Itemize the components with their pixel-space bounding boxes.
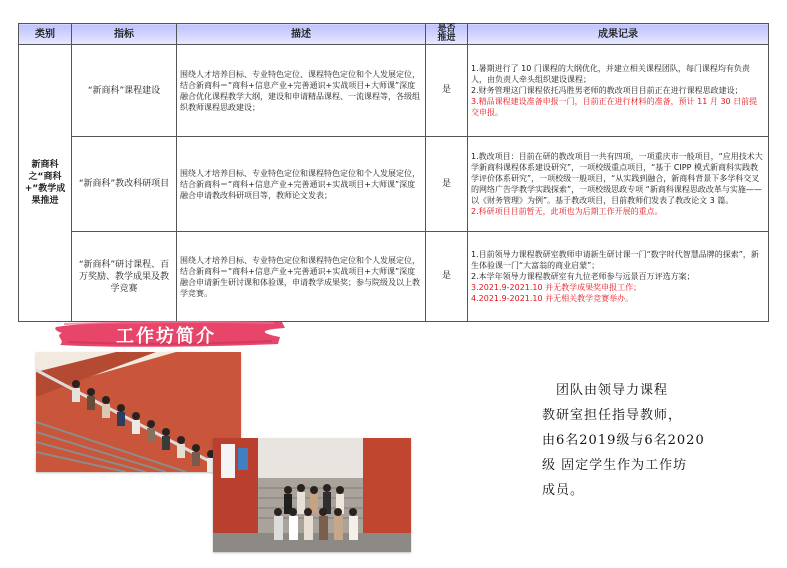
description-cell: 围绕人才培养目标、专业特色定位、课程特色定位和个人发展定位，结合新商科＝“商科+信息产业+完善通识+实战项目+大师课”深度融合优化课程教学大纲，建设和申请精品课程、一流课程等，各级组织教师课程思政建设；: [177, 45, 426, 137]
description-cell: 围绕人才培养目标、专业特色定位和课程特色定位和个人发展定位，结合新商科＝“商科+信息产业+完善通识+实战项目+大师课”深度融合申请教改科研项目等，教师论文发表；: [177, 137, 426, 232]
header-yes-no: [426, 24, 468, 45]
indicator-cell: “新商科”教改科研项目: [72, 137, 177, 232]
banner-title: 工作坊简介: [116, 326, 216, 347]
category-cell: 新商科之“商科+”教学成果推进: [19, 45, 72, 322]
result-item: 1.暑期进行了 10 门课程的大纲优化，并建立相关课程团队，每门课程均有负责人，由负责人牵头组织建设课程；: [471, 64, 750, 84]
yes-cell: 是: [426, 232, 468, 322]
result-item: 2.财务管理这门课程依托冯胜男老师的教改项目目前正在进行课程思政建设；: [471, 86, 743, 95]
table-row: [19, 137, 769, 232]
result-item-highlight: 4.2021.9-2021.10 并无相关教学竞赛举办。: [471, 294, 634, 303]
table-header-row: [19, 24, 769, 45]
intro-line: 级 固定学生作为工作坊: [542, 458, 688, 473]
yes-cell: 是: [426, 45, 468, 137]
result-item-highlight: 3.精品课程建设准备申报一门，目前正在进行材料的准备，预计 11 月 30 日前提交申报。: [471, 97, 758, 117]
header-yes-no-text: 是否 推进: [437, 24, 456, 43]
results-cell: [468, 137, 769, 232]
yes-cell: 是: [426, 137, 468, 232]
table-row: [19, 45, 769, 137]
result-item: 2.本学年领导力课程教研室有九位老师参与远景百万评选方案；: [471, 272, 695, 281]
result-item-highlight: 3.2021.9-2021.10 并无教学成果奖申报工作；: [471, 283, 642, 292]
result-item: 1.教改项目：目前在研的教改项目一共有四项，一项重庆市一般项目，“应用技术大学新商科课程体系建设研究”，一项校级重点项目，“基于 CIPP 模式新商科实践教学评价体系研究”，一项校级一般项目，“从实践到融合，新商科背景下多学科交叉的网络广告学教学实践探索”，一项校级思政专项 “新商科课程思政改革与实施——以《财务管理》为例”。基于教改项目，目前教师们发表了教改论文 3 篇。: [471, 152, 763, 205]
results-cell: [468, 45, 769, 137]
description-cell: 围绕人才培养目标、专业特色定位和课程特色定位和个人发展定位，结合新商科＝“商科+信息产业+完善通识+实战项目+大师课”深度融合申请新生研讨课和体验课，申请教学成果奖；参与院级及以上教学竞赛。: [177, 232, 426, 322]
header-category: 类别: [19, 24, 72, 45]
table-row: [19, 232, 769, 322]
intro-line: 成员。: [542, 483, 585, 498]
section-banner: [54, 318, 286, 348]
intro-line: 教研室担任指导教师，: [542, 408, 683, 423]
header-description: 描述: [177, 24, 426, 45]
achievements-table: [18, 23, 769, 322]
indicator-cell: “新商科”研讨课程、百万奖励、教学成果及教学竞赛: [72, 232, 177, 322]
intro-line: 团队由领导力课程: [542, 383, 669, 398]
intro-line: 由6名2019级与6名2020: [542, 433, 705, 448]
header-results: 成果记录: [468, 24, 769, 45]
result-item: 1.目前领导力课程教研室教师申请新生研讨课一门“数字时代智慧品牌的探索”，新生体验课一门“大富翁的商业启蒙”；: [471, 250, 759, 270]
header-indicator: 指标: [72, 24, 177, 45]
results-cell: [468, 232, 769, 322]
team-photo-group: [213, 438, 411, 552]
indicator-cell: “新商科”课程建设: [72, 45, 177, 137]
result-item-highlight: 2.科研项目目前暂无，此项也为后期工作开展的重点。: [471, 207, 663, 216]
workshop-intro-text: [542, 378, 757, 503]
team-photo-stairs: [36, 352, 241, 472]
